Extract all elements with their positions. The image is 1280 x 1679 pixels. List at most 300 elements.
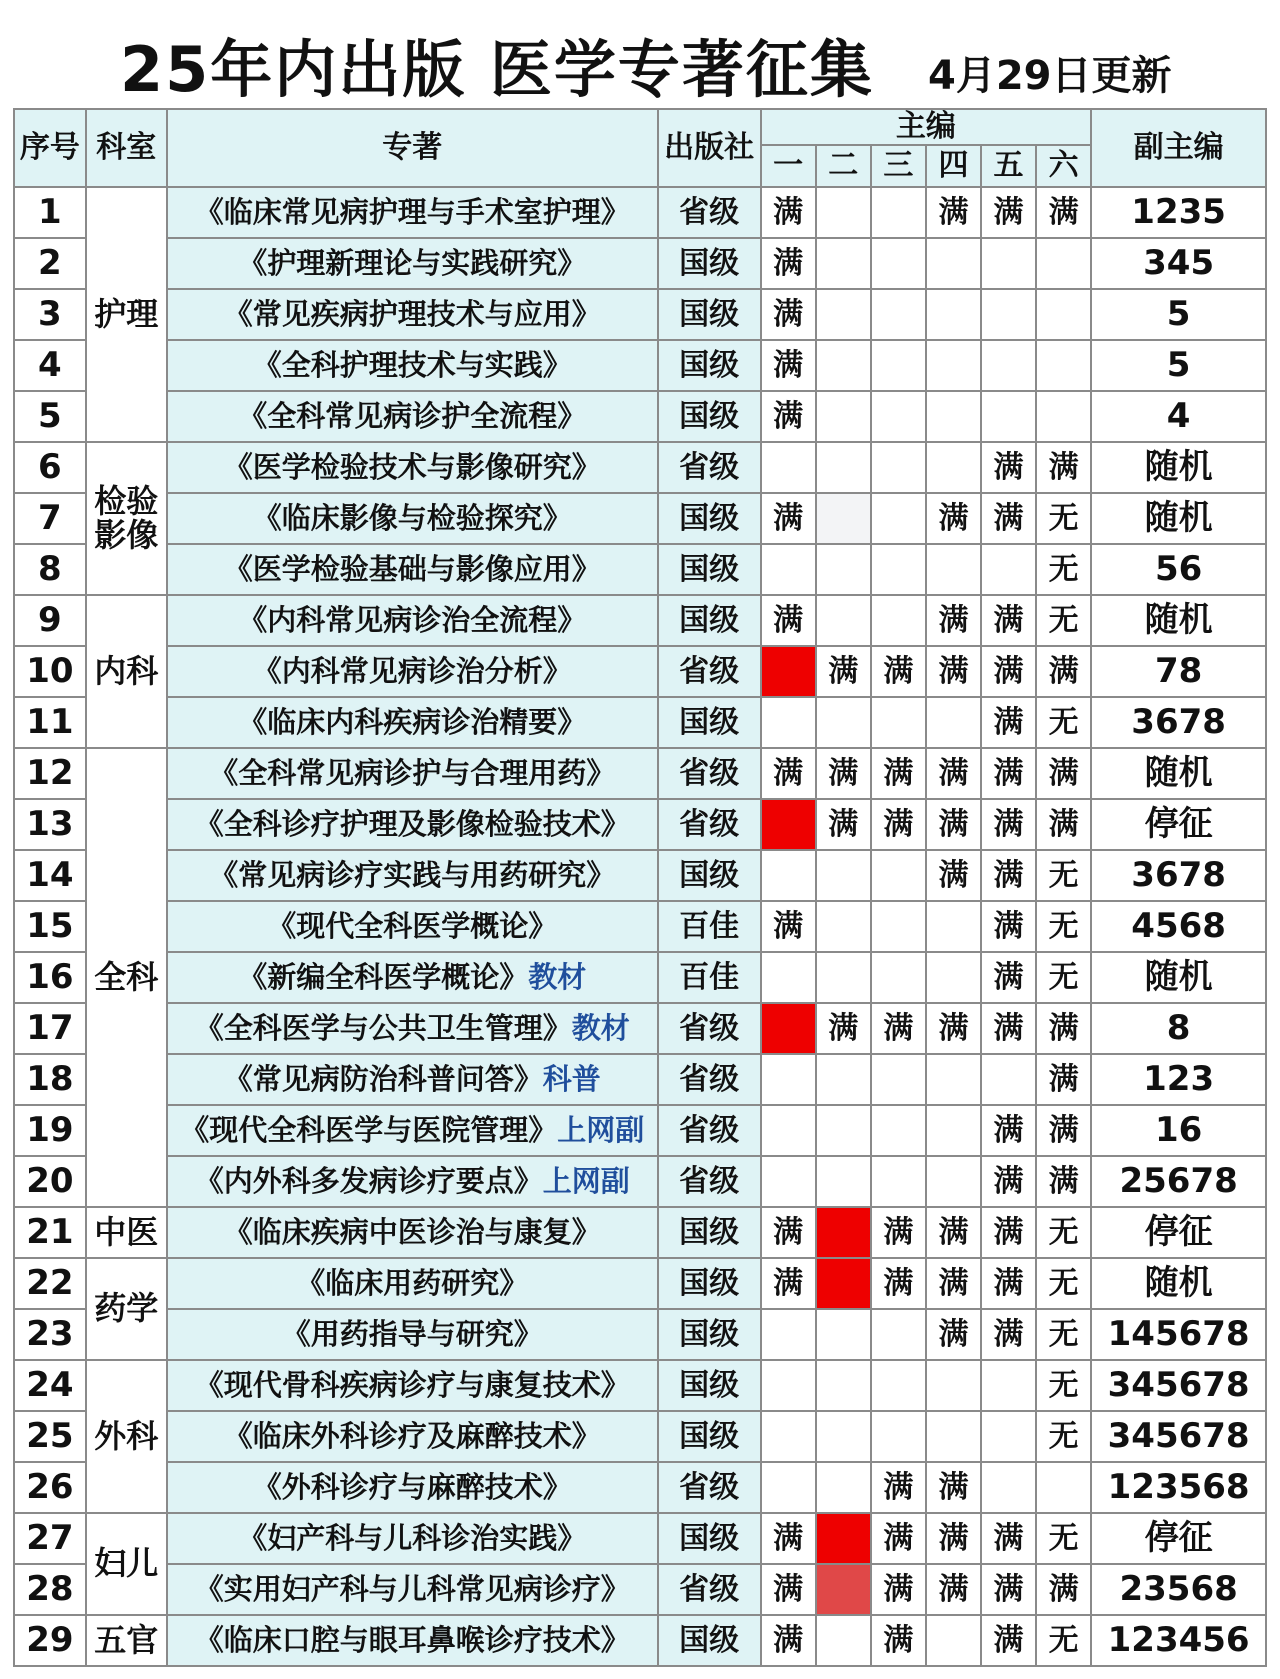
- row-number: 2: [14, 238, 86, 289]
- chief-slot: 满: [871, 1615, 926, 1666]
- book-title: 《临床外科诊疗及麻醉技术》: [223, 1419, 601, 1454]
- chief-slot: [816, 391, 871, 442]
- chief-slot: 满: [981, 646, 1036, 697]
- chief-slot: [816, 1054, 871, 1105]
- book-title: 《用药指导与研究》: [281, 1317, 543, 1352]
- book-title: 《临床口腔与眼耳鼻喉诊疗技术》: [194, 1623, 630, 1658]
- table-row: [14, 1207, 1266, 1258]
- row-number: 16: [14, 952, 86, 1003]
- table-row: [14, 1411, 1266, 1462]
- chief-slot: [816, 697, 871, 748]
- book-title: 《全科常见病诊护全流程》: [238, 399, 587, 434]
- chief-slot: 满: [871, 1207, 926, 1258]
- chief-slot: 满: [871, 1003, 926, 1054]
- chief-slot: [871, 187, 926, 238]
- vice-editor-cell: 停征: [1091, 1207, 1266, 1258]
- chief-slot: [871, 544, 926, 595]
- publisher-cell: 省级: [658, 646, 761, 697]
- vice-editor-cell: 4: [1091, 391, 1266, 442]
- book-title-cell: [167, 1462, 658, 1513]
- publisher-cell: 省级: [658, 1462, 761, 1513]
- chief-slot: 满: [816, 646, 871, 697]
- chief-slot: 满: [981, 1003, 1036, 1054]
- col-header-chief-2: 二: [816, 145, 871, 187]
- publisher-cell: 国级: [658, 391, 761, 442]
- chief-slot: 满: [1036, 1054, 1091, 1105]
- publisher-cell: 省级: [658, 1156, 761, 1207]
- book-title-cell: [167, 442, 658, 493]
- chief-slot: [926, 340, 981, 391]
- table-row: [14, 697, 1266, 748]
- book-title: 《医学检验基础与影像应用》: [223, 552, 601, 587]
- vice-editor-cell: 5: [1091, 289, 1266, 340]
- vice-editor-cell: 345678: [1091, 1360, 1266, 1411]
- row-number: 10: [14, 646, 86, 697]
- chief-slot: 满: [761, 1513, 816, 1564]
- table-row: [14, 238, 1266, 289]
- col-header-chief-4: 四: [926, 145, 981, 187]
- chief-slot: [926, 901, 981, 952]
- row-number: 28: [14, 1564, 86, 1615]
- book-title: 《临床常见病护理与手术室护理》: [194, 195, 630, 230]
- chief-slot: [871, 340, 926, 391]
- book-title-cell: [167, 748, 658, 799]
- chief-slot: 满: [981, 187, 1036, 238]
- vice-editor-cell: 56: [1091, 544, 1266, 595]
- book-title-cell: [167, 391, 658, 442]
- chief-slot: 无: [1036, 697, 1091, 748]
- vice-editor-cell: 25678: [1091, 1156, 1266, 1207]
- chief-slot: [816, 901, 871, 952]
- book-title: 《现代全科医学与医院管理》: [180, 1113, 558, 1148]
- publisher-cell: 国级: [658, 493, 761, 544]
- book-title: 《现代全科医学概论》: [267, 909, 558, 944]
- book-title: 《常见病防治科普问答》: [223, 1062, 543, 1097]
- chief-slot: 满: [816, 799, 871, 850]
- chief-slot: 无: [1036, 493, 1091, 544]
- chief-slot: 满: [761, 901, 816, 952]
- book-title-cell: [167, 1360, 658, 1411]
- chief-slot: [926, 1360, 981, 1411]
- book-title: 《外科诊疗与麻醉技术》: [252, 1470, 572, 1505]
- row-number: 17: [14, 1003, 86, 1054]
- chief-slot: [761, 697, 816, 748]
- vice-editor-cell: 3678: [1091, 697, 1266, 748]
- chief-slot: 满: [1036, 646, 1091, 697]
- chief-slot: [926, 1411, 981, 1462]
- chief-slot: 满: [926, 595, 981, 646]
- row-number: 5: [14, 391, 86, 442]
- chief-slot: [926, 697, 981, 748]
- chief-slot: 满: [926, 850, 981, 901]
- chief-slot: 满: [761, 289, 816, 340]
- chief-slot: 满: [981, 1615, 1036, 1666]
- chief-slot: [871, 391, 926, 442]
- chief-slot: [816, 1411, 871, 1462]
- chief-slot: [816, 340, 871, 391]
- chief-slot: 满: [981, 595, 1036, 646]
- chief-slot: 无: [1036, 1207, 1091, 1258]
- chief-slot: 满: [761, 1258, 816, 1309]
- chief-slot: 无: [1036, 1513, 1091, 1564]
- row-number: 3: [14, 289, 86, 340]
- table-row: [14, 1309, 1266, 1360]
- chief-slot: 满: [871, 646, 926, 697]
- col-header-chief-3: 三: [871, 145, 926, 187]
- chief-slot: [761, 1411, 816, 1462]
- table-row: [14, 646, 1266, 697]
- chief-slot: 满: [761, 1564, 816, 1615]
- table-row: [14, 1564, 1266, 1615]
- chief-slot: 满: [981, 1156, 1036, 1207]
- table-row: [14, 289, 1266, 340]
- col-header-publisher: 出版社: [658, 109, 761, 187]
- vice-editor-cell: 78: [1091, 646, 1266, 697]
- chief-slot: [871, 289, 926, 340]
- chief-slot: [871, 595, 926, 646]
- chief-slot: [816, 595, 871, 646]
- book-title: 《全科常见病诊护与合理用药》: [209, 756, 616, 791]
- chief-slot: 满: [1036, 187, 1091, 238]
- book-title-cell: [167, 1156, 658, 1207]
- book-title: 《医学检验技术与影像研究》: [223, 450, 601, 485]
- chief-slot: [816, 1360, 871, 1411]
- chief-slot-taken: [816, 1513, 871, 1564]
- publisher-cell: 国级: [658, 1513, 761, 1564]
- chief-slot: [761, 952, 816, 1003]
- book-title: 《临床内科疾病诊治精要》: [238, 705, 587, 740]
- chief-slot: 满: [1036, 1564, 1091, 1615]
- publisher-cell: 国级: [658, 850, 761, 901]
- book-title: 《新编全科医学概论》: [238, 960, 529, 995]
- book-title-cell: [167, 544, 658, 595]
- table-row: [14, 1156, 1266, 1207]
- book-title: 《护理新理论与实践研究》: [238, 246, 587, 281]
- chief-slot: 满: [1036, 799, 1091, 850]
- chief-slot: 满: [981, 1513, 1036, 1564]
- chief-slot: 满: [1036, 442, 1091, 493]
- row-number: 1: [14, 187, 86, 238]
- row-number: 22: [14, 1258, 86, 1309]
- publisher-cell: 国级: [658, 1411, 761, 1462]
- chief-slot: 满: [761, 1207, 816, 1258]
- table-row: [14, 1054, 1266, 1105]
- chief-slot: 满: [926, 646, 981, 697]
- chief-slot: [926, 238, 981, 289]
- book-tag: 教材: [528, 960, 587, 995]
- chief-slot: [816, 850, 871, 901]
- chief-slot: [981, 1360, 1036, 1411]
- table-row: [14, 493, 1266, 544]
- chief-slot: [981, 1411, 1036, 1462]
- chief-slot: [871, 850, 926, 901]
- chief-slot: [926, 289, 981, 340]
- department-cell: 五官: [86, 1615, 167, 1666]
- book-title: 《内科常见病诊治全流程》: [238, 603, 587, 638]
- title-bar: [0, 0, 1280, 106]
- book-tag: 上网副: [542, 1164, 630, 1199]
- publisher-cell: 国级: [658, 1360, 761, 1411]
- department-cell: 内科: [86, 595, 167, 748]
- publisher-cell: 百佳: [658, 952, 761, 1003]
- row-number: 29: [14, 1615, 86, 1666]
- book-title-cell: [167, 1615, 658, 1666]
- chief-slot: [926, 1105, 981, 1156]
- chief-slot: 满: [981, 1105, 1036, 1156]
- table-row: [14, 952, 1266, 1003]
- chief-slot: 满: [1036, 1105, 1091, 1156]
- row-number: 27: [14, 1513, 86, 1564]
- chief-slot: [871, 697, 926, 748]
- chief-slot: 满: [981, 748, 1036, 799]
- col-header-book: 专著: [167, 109, 658, 187]
- chief-slot-taken: [761, 1003, 816, 1054]
- chief-slot: 满: [1036, 1003, 1091, 1054]
- chief-slot: 无: [1036, 952, 1091, 1003]
- row-number: 24: [14, 1360, 86, 1411]
- vice-editor-cell: 随机: [1091, 1258, 1266, 1309]
- vice-editor-cell: 123: [1091, 1054, 1266, 1105]
- row-number: 11: [14, 697, 86, 748]
- book-title-cell: [167, 1564, 658, 1615]
- publisher-cell: 省级: [658, 1054, 761, 1105]
- chief-slot: [816, 1156, 871, 1207]
- chief-slot: 满: [761, 187, 816, 238]
- chief-slot: 满: [926, 1462, 981, 1513]
- chief-slot: [761, 1462, 816, 1513]
- book-title: 《临床用药研究》: [296, 1266, 529, 1301]
- chief-slot: 满: [871, 1462, 926, 1513]
- chief-slot-taken: [816, 1207, 871, 1258]
- department-cell: 药学: [86, 1258, 167, 1360]
- page-title: 25年内出版 医学专著征集: [120, 33, 874, 106]
- row-number: 14: [14, 850, 86, 901]
- book-title: 《临床疾病中医诊治与康复》: [223, 1215, 601, 1250]
- vice-editor-cell: 123568: [1091, 1462, 1266, 1513]
- department-cell: 护理: [86, 187, 167, 442]
- chief-slot: 满: [761, 391, 816, 442]
- chief-slot: [761, 544, 816, 595]
- table-row: [14, 1462, 1266, 1513]
- publisher-cell: 国级: [658, 595, 761, 646]
- chief-slot: 满: [926, 1258, 981, 1309]
- book-title-cell: [167, 697, 658, 748]
- publisher-cell: 省级: [658, 748, 761, 799]
- chief-slot: 满: [981, 850, 1036, 901]
- chief-slot: [816, 1615, 871, 1666]
- publisher-cell: 国级: [658, 289, 761, 340]
- publisher-cell: 国级: [658, 1615, 761, 1666]
- table-row: [14, 1615, 1266, 1666]
- book-title-cell: [167, 1003, 658, 1054]
- chief-slot: [981, 340, 1036, 391]
- row-number: 23: [14, 1309, 86, 1360]
- chief-slot: [981, 238, 1036, 289]
- vice-editor-cell: 145678: [1091, 1309, 1266, 1360]
- publisher-cell: 国级: [658, 1258, 761, 1309]
- col-header-chief: 主编: [761, 109, 1092, 145]
- row-number: 19: [14, 1105, 86, 1156]
- vice-editor-cell: 停征: [1091, 1513, 1266, 1564]
- chief-slot: [981, 289, 1036, 340]
- row-number: 8: [14, 544, 86, 595]
- chief-slot: 无: [1036, 901, 1091, 952]
- chief-slot: 满: [871, 1513, 926, 1564]
- book-title-cell: [167, 850, 658, 901]
- chief-slot: 满: [761, 238, 816, 289]
- chief-slot: 满: [926, 1564, 981, 1615]
- table-row: [14, 595, 1266, 646]
- table-row: [14, 1258, 1266, 1309]
- row-number: 12: [14, 748, 86, 799]
- row-number: 21: [14, 1207, 86, 1258]
- chief-slot: [1036, 340, 1091, 391]
- publisher-cell: 国级: [658, 544, 761, 595]
- vice-editor-cell: 16: [1091, 1105, 1266, 1156]
- chief-slot: [981, 391, 1036, 442]
- publisher-cell: 省级: [658, 1105, 761, 1156]
- chief-slot: [1036, 289, 1091, 340]
- row-number: 15: [14, 901, 86, 952]
- chief-slot: [761, 442, 816, 493]
- chief-slot: 满: [761, 340, 816, 391]
- col-header-chief-1: 一: [761, 145, 816, 187]
- chief-slot: 满: [981, 442, 1036, 493]
- chief-slot: [871, 1309, 926, 1360]
- book-title-cell: [167, 1105, 658, 1156]
- chief-slot: 满: [926, 1513, 981, 1564]
- chief-slot: [816, 442, 871, 493]
- col-header-chief-5: 五: [981, 145, 1036, 187]
- book-title: 《常见病诊疗实践与用药研究》: [209, 858, 616, 893]
- chief-slot: [761, 1156, 816, 1207]
- chief-slot: [761, 1054, 816, 1105]
- book-title-cell: [167, 1513, 658, 1564]
- book-title-cell: [167, 1309, 658, 1360]
- vice-editor-cell: 345: [1091, 238, 1266, 289]
- chief-slot: [871, 1360, 926, 1411]
- chief-slot: 无: [1036, 1309, 1091, 1360]
- publisher-cell: 省级: [658, 799, 761, 850]
- book-title-cell: [167, 646, 658, 697]
- book-title-cell: [167, 1207, 658, 1258]
- chief-slot: 满: [981, 1309, 1036, 1360]
- book-title-cell: [167, 289, 658, 340]
- book-title-cell: [167, 952, 658, 1003]
- vice-editor-cell: 23568: [1091, 1564, 1266, 1615]
- chief-slot: [761, 850, 816, 901]
- chief-slot: [1036, 1462, 1091, 1513]
- table-row: [14, 799, 1266, 850]
- chief-slot: [1036, 238, 1091, 289]
- chief-slot: [816, 1462, 871, 1513]
- book-title: 《临床影像与检验探究》: [252, 501, 572, 536]
- row-number: 9: [14, 595, 86, 646]
- chief-slot: [816, 952, 871, 1003]
- book-title-cell: [167, 1258, 658, 1309]
- chief-slot: 满: [981, 1564, 1036, 1615]
- book-title: 《常见疾病护理技术与应用》: [223, 297, 601, 332]
- col-header-vice: 副主编: [1091, 109, 1266, 187]
- chief-slot: [816, 289, 871, 340]
- book-title-cell: [167, 595, 658, 646]
- chief-slot-taken: [816, 1564, 871, 1615]
- chief-slot: [816, 493, 871, 544]
- chief-slot: 满: [871, 799, 926, 850]
- department-cell: 检验 影像: [86, 442, 167, 595]
- chief-slot: 满: [926, 748, 981, 799]
- table-row: [14, 340, 1266, 391]
- table-row: [14, 1513, 1266, 1564]
- book-title-cell: [167, 901, 658, 952]
- row-number: 25: [14, 1411, 86, 1462]
- department-cell: 外科: [86, 1360, 167, 1513]
- chief-slot: [761, 1309, 816, 1360]
- publisher-cell: 省级: [658, 442, 761, 493]
- book-title-cell: [167, 1054, 658, 1105]
- publisher-cell: 国级: [658, 238, 761, 289]
- col-header-chief-6: 六: [1036, 145, 1091, 187]
- table-row: [14, 850, 1266, 901]
- vice-editor-cell: 随机: [1091, 748, 1266, 799]
- chief-slot: [816, 1105, 871, 1156]
- book-title-cell: [167, 238, 658, 289]
- update-date: 4月29日更新: [928, 53, 1172, 99]
- chief-slot-taken: [761, 646, 816, 697]
- chief-slot: [871, 952, 926, 1003]
- vice-editor-cell: 随机: [1091, 595, 1266, 646]
- row-number: 4: [14, 340, 86, 391]
- col-header-seq: 序号: [14, 109, 86, 187]
- chief-slot: 满: [816, 1003, 871, 1054]
- row-number: 18: [14, 1054, 86, 1105]
- book-title: 《内科常见病诊治分析》: [252, 654, 572, 689]
- chief-slot: 满: [761, 748, 816, 799]
- publisher-cell: 省级: [658, 187, 761, 238]
- chief-slot: 满: [871, 1258, 926, 1309]
- chief-slot: [926, 1615, 981, 1666]
- chief-slot: 无: [1036, 1360, 1091, 1411]
- chief-slot-taken: [761, 799, 816, 850]
- chief-slot: [926, 391, 981, 442]
- chief-slot: [926, 544, 981, 595]
- book-title: 《现代骨科疾病诊疗与康复技术》: [194, 1368, 630, 1403]
- book-title: 《全科护理技术与实践》: [252, 348, 572, 383]
- chief-slot: 满: [926, 1309, 981, 1360]
- book-tag: 教材: [571, 1011, 630, 1046]
- vice-editor-cell: 1235: [1091, 187, 1266, 238]
- chief-slot: [926, 1156, 981, 1207]
- chief-slot: 满: [926, 187, 981, 238]
- vice-editor-cell: 随机: [1091, 493, 1266, 544]
- table-row: [14, 748, 1266, 799]
- chief-slot: [816, 544, 871, 595]
- book-title: 《内外科多发病诊疗要点》: [194, 1164, 543, 1199]
- chief-slot: [871, 1054, 926, 1105]
- chief-slot: [1036, 391, 1091, 442]
- chief-slot: [816, 238, 871, 289]
- chief-slot: [871, 1411, 926, 1462]
- book-title-cell: [167, 1411, 658, 1462]
- chief-slot: [981, 1054, 1036, 1105]
- chief-slot: [926, 1054, 981, 1105]
- book-title-cell: [167, 187, 658, 238]
- chief-slot: 无: [1036, 544, 1091, 595]
- publisher-cell: 国级: [658, 697, 761, 748]
- vice-editor-cell: 随机: [1091, 442, 1266, 493]
- chief-slot: 无: [1036, 595, 1091, 646]
- book-tag: 科普: [542, 1062, 601, 1097]
